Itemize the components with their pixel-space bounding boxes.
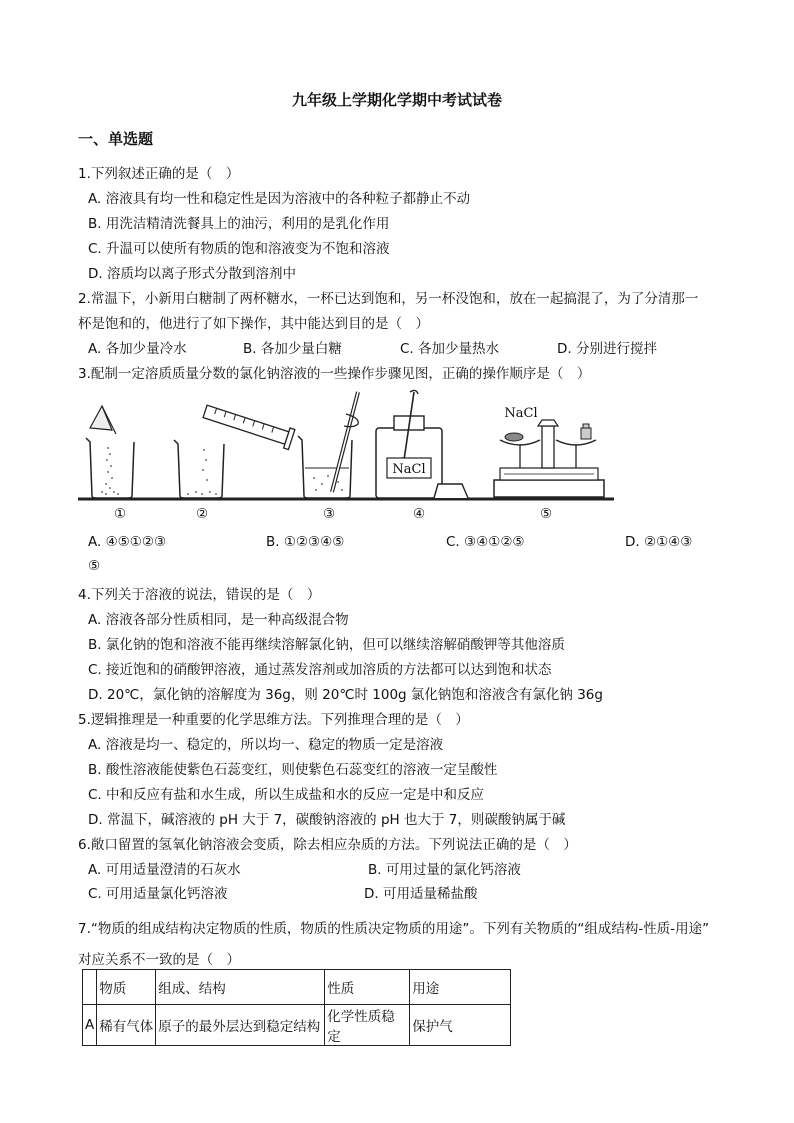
step-4-reagent-bottle-illustration [376, 390, 468, 498]
bottle-label: NaCl [392, 462, 426, 477]
table-cell: 原子的最外层达到稳定结构 [156, 1005, 325, 1046]
table-cell: 保护气 [410, 1005, 511, 1046]
table-row [83, 1005, 511, 1046]
question-2-stem-line-1: 2.常温下，小新用白糖制了两杯糖水，一杯已达到饱和，另一杯没饱和，放在一起搞混了，为了分清那一 [78, 291, 699, 307]
question-4-option-a: A. 溶液各部分性质相同，是一种高级混合物 [88, 612, 349, 628]
question-3-option-d-wrap: ⑤ [88, 558, 101, 574]
figure-step-label-1: ① [114, 506, 127, 522]
question-4-option-c: C. 接近饱和的硝酸钾溶液，通过蒸发溶剂或加溶质的方法都可以达到饱和状态 [88, 662, 552, 678]
figure-step-label-4: ④ [413, 506, 426, 522]
figure-step-label-3: ③ [323, 506, 336, 522]
question-5-option-c: C. 中和反应有盐和水生成，所以生成盐和水的反应一定是中和反应 [88, 787, 485, 803]
figure-step-label-5: ⑤ [540, 506, 553, 522]
question-7-stem-line-1: 7.“物质的组成结构决定物质的性质，物质的性质决定物质的用途”。下列有关物质的“组成结构-性质-用途” [78, 921, 710, 937]
question-3-option-d: D. ②①④③ [625, 534, 693, 550]
table-cell: A [83, 1005, 97, 1046]
step-3-stir-illustration [298, 392, 358, 498]
table-header-cell: 性质 [325, 970, 410, 1005]
question-1-option-a: A. 溶液具有均一性和稳定性是因为溶液中的各种粒子都静止不动 [88, 191, 471, 207]
table-cell: 化学性质稳定 [325, 1005, 410, 1046]
table-header-cell: 用途 [410, 970, 511, 1005]
question-3-option-c: C. ③④①②⑤ [446, 534, 525, 550]
question-3-stem: 3.配制一定溶质质量分数的氯化钠溶液的一些操作步骤见图，正确的操作顺序是（ ） [78, 366, 591, 382]
section-heading: 一、单选题 [78, 130, 154, 148]
table-cell: 稀有气体 [97, 1005, 156, 1046]
question-1-option-c: C. 升温可以使所有物质的饱和溶液变为不饱和溶液 [88, 241, 390, 257]
question-6-option-b: B. 可用过量的氯化钙溶液 [368, 862, 521, 878]
figure-step-label-2: ② [196, 506, 209, 522]
question-5-option-b: B. 酸性溶液能使紫色石蕊变红，则使紫色石蕊变红的溶液一定呈酸性 [88, 762, 498, 778]
step-5-balance-illustration [494, 406, 604, 497]
question-2-option-b: B. 各加少量白糖 [243, 341, 342, 357]
question-4-stem: 4.下列关于溶液的说法，错误的是（ ） [78, 587, 321, 603]
page-title: 九年级上学期化学期中考试试卷 [291, 91, 502, 109]
step-2-pour-water-illustration [174, 401, 295, 498]
question-4-option-d: D. 20℃，氯化钠的溶解度为 36g，则 20℃时 100g 氯化钠饱和溶液含有氯化钠 36g [88, 687, 603, 703]
table-header-cell: 物质 [97, 970, 156, 1005]
question-4-option-b: B. 氯化钠的饱和溶液不能再继续溶解氯化钠，但可以继续溶解硝酸钾等其他溶质 [88, 637, 565, 653]
balance-label: NaCl [504, 406, 538, 421]
question-2-option-c: C. 各加少量热水 [400, 341, 500, 357]
table-header-cell: 组成、结构 [156, 970, 325, 1005]
question-1-option-b: B. 用洗洁精清洗餐具上的油污，利用的是乳化作用 [88, 216, 390, 232]
question-2-option-d: D. 分别进行搅拌 [557, 341, 657, 357]
question-6-stem: 6.敞口留置的氢氧化钠溶液会变质，除去相应杂质的方法。下列说法正确的是（ ） [78, 837, 577, 853]
question-2-option-a: A. 各加少量冷水 [88, 341, 187, 357]
table-header-row [83, 970, 511, 1005]
lab-procedure-figure [76, 388, 616, 528]
question-6-option-a: A. 可用适量澄清的石灰水 [88, 862, 241, 878]
question-7-stem-line-2: 对应关系不一致的是（ ） [78, 952, 240, 968]
question-6-option-c: C. 可用适量氯化钙溶液 [88, 886, 228, 902]
question-3-option-a: A. ④⑤①②③ [88, 534, 167, 550]
question-5-option-a: A. 溶液是均一、稳定的，所以均一、稳定的物质一定是溶液 [88, 737, 444, 753]
question-1-option-d: D. 溶质均以离子形式分散到溶剂中 [88, 266, 296, 282]
question-7-table [82, 969, 511, 1046]
question-1-stem: 1.下列叙述正确的是（ ） [78, 166, 240, 182]
table-header-cell [83, 970, 97, 1005]
question-6-option-d: D. 可用适量稀盐酸 [364, 886, 478, 902]
question-5-stem: 5.逻辑推理是一种重要的化学思维方法。下列推理合理的是（ ） [78, 712, 469, 728]
step-1-pour-solid-illustration [86, 406, 134, 498]
question-5-option-d: D. 常温下，碱溶液的 pH 大于 7，碳酸钠溶液的 pH 也大于 7，则碳酸钠属于碱 [88, 812, 566, 828]
question-2-stem-line-2: 杯是饱和的，他进行了如下操作，其中能达到目的是（ ） [78, 316, 429, 332]
question-3-option-b: B. ①②③④⑤ [266, 534, 345, 550]
